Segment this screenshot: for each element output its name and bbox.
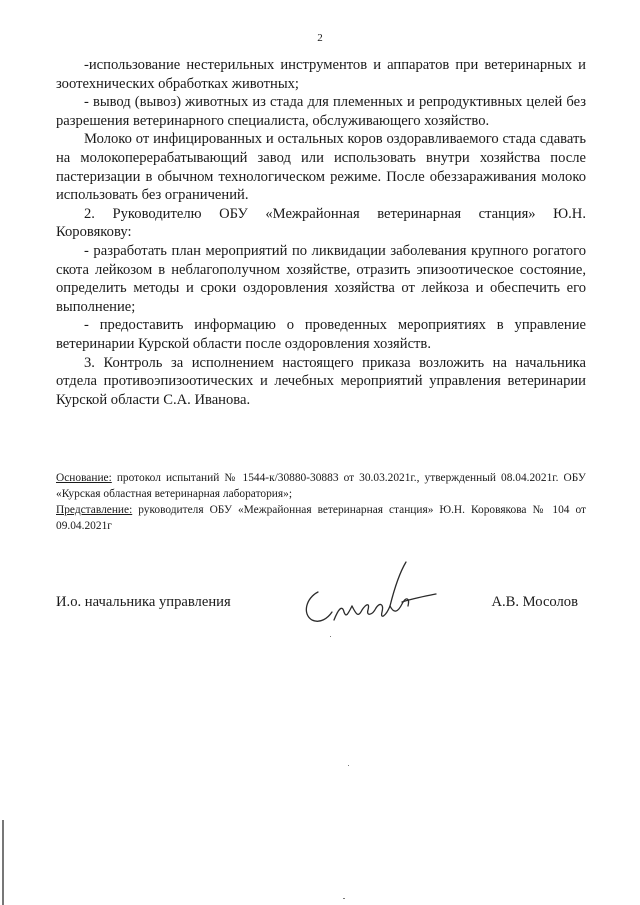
scan-edge-mark xyxy=(2,820,4,905)
paragraph-develop-plan: - разработать план мероприятий по ликвидации заболевания крупного рогатого скота лейкозом в неблагополучном хозяйстве, отразить эпизоотическое состояние, определить методы и сроки оздоровления хозяйства от лейкоза и обеспечить его выполнение; xyxy=(56,242,586,315)
paragraph-item-2: 2. Руководителю ОБУ «Межрайонная ветеринарная станция» Ю.Н. Коровякову: xyxy=(56,205,586,241)
basis-text: протокол испытаний № 1544-к/30880-30883 от 30.03.2021г., утвержденный 08.04.2021г. ОБУ «Курская областная ветеринарная лаборатория»; xyxy=(56,472,586,500)
order-body xyxy=(56,56,586,409)
representation-line xyxy=(56,502,586,534)
paragraph-item-3-control: 3. Контроль за исполнением настоящего приказа возложить на начальника отдела противоэпизоотических и лечебных мероприятий управления ветеринарии Курской области С.А. Иванова. xyxy=(56,354,586,408)
signatory-name: А.В. Мосолов xyxy=(491,594,578,610)
paragraph-animal-removal: - вывод (вывоз) животных из стада для племенных и репродуктивных целей без разрешения ветеринарного специалиста, обслуживающего хозяйство. xyxy=(56,94,586,129)
signatory-position: И.о. начальника управления xyxy=(56,594,231,610)
basis-label: Основание: xyxy=(56,472,112,484)
representation-label: Представление: xyxy=(56,504,133,516)
scan-dot xyxy=(330,636,331,637)
paragraph-sterile-instruments: -использование нестерильных инструментов и аппаратов при ветеринарных и зоотехнических обработках животных; xyxy=(56,57,586,92)
scan-dot xyxy=(348,765,349,766)
page-number: 2 xyxy=(317,32,323,44)
basis-block xyxy=(56,470,586,534)
paragraph-provide-info: - предоставить информацию о проведенных мероприятиях в управление ветеринарии Курской области после оздоровления хозяйств. xyxy=(56,317,586,352)
basis-line xyxy=(56,470,586,502)
representation-text: руководителя ОБУ «Межрайонная ветеринарная станция» Ю.Н. Коровякова № 104 от 09.04.2021г xyxy=(56,504,586,532)
scan-dot xyxy=(343,898,345,899)
signature-row xyxy=(56,594,586,616)
paragraph-milk-handling: Молоко от инфицированных и остальных коров оздоравливаемого стада сдавать на молокоперерабатывающий завод или использовать внутри хозяйства после пастеризации в обычном технологическом режиме. После обеззараживания молоко использовать без ограничений. xyxy=(56,131,586,204)
